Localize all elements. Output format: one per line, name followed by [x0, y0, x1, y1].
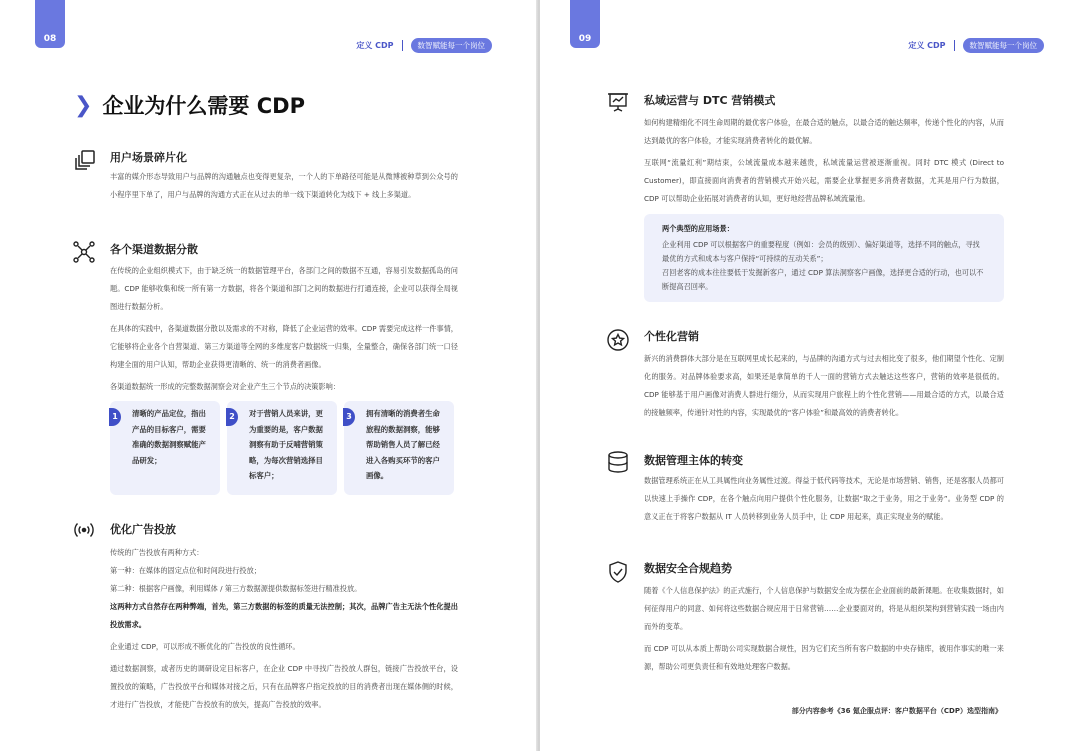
page-header	[908, 38, 1044, 53]
section-heading: 优化广告投放	[110, 523, 176, 536]
use-case-box	[644, 214, 1004, 302]
section-body: 新兴的消费群体大部分是在互联网里成长起来的，与品牌的沟通方式与过去相比变了很多，他们期望个性化、定制化的服务。对品牌体验要求高，如果还是拿简单的千人一面的营销方式去触达这些客户，营销的效率是很低的。CDP 能够基于用户画像对消费人群进行细分，从而实现用户旅程上的个性化营销——用最合适的方式，以最合适的接触频率，传递针对性的内容，实现最优的“客户体验”和最高效的消费者转化。	[644, 354, 1004, 417]
page-number-tab	[570, 0, 600, 48]
insight-card	[344, 401, 454, 495]
broadcast-icon	[72, 518, 96, 542]
box-text: 企业利用 CDP 可以根据客户的重要程度（例如：会员的级别）、偏好渠道等，选择不同的触点，寻找最优的方式和成本与客户保持“可持续的互动关系”；	[662, 240, 980, 263]
footer-reference: 部分内容参考《36 氪企服点评：客户数据平台（CDP）选型指南》	[791, 707, 1002, 715]
section-body: 丰富的媒介形态导致用户与品牌的沟通触点也变得更复杂，一个人的下单路径可能是从微博被种草到公众号的小程序里下单了，用户与品牌的沟通方式正在从过去的单一线下渠道转化为线下 + 线上多渠道。	[110, 172, 458, 199]
box-title: 两个典型的应用场景：	[662, 224, 734, 233]
card-text: 清晰的产品定位，指出产品的目标客户，需要准确的数据洞察赋能产品研发；	[132, 409, 206, 465]
header-title: 定义 CDP	[356, 41, 394, 50]
section-heading: 数据管理主体的转变	[644, 454, 743, 467]
page-header	[356, 38, 492, 53]
section-heading: 私域运营与 DTC 营销模式	[644, 94, 776, 107]
insight-card	[110, 401, 220, 495]
network-icon	[72, 240, 96, 264]
presentation-icon	[606, 90, 630, 114]
left-page	[0, 0, 538, 751]
card-text: 拥有清晰的消费者生命旅程的数据洞察，能够帮助销售人员了解已经进入各购买环节的客户画像。	[366, 409, 440, 480]
section-heading: 数据安全合规趋势	[644, 562, 732, 575]
section-body: 数据管理系统正在从工具属性向业务属性过渡。得益于低代码等技术，无论是市场营销、销售，还是客服人员都可以快速上手操作 CDP，在各个触点向用户提供个性化服务，让数据“取之于业务，用之于业务”。业务型 CDP 的意义正在于将客户数据从 IT 人员转移到业务人员手中，让 CDP 用起来，真正实现业务的赋能。	[644, 476, 1004, 521]
header-pill: 数智赋能每一个岗位	[963, 38, 1045, 53]
section-body: 如何构建精细化不同生命周期的最优客户体验，在最合适的触点，以最合适的触达频率，传递个性化的内容，从而达到最优的客户体验，才能实现消费者转化的最优解。 互联网“流量红利”期结束，公域流量成本越来越贵，私域流量运营被逐渐重视。同时 DTC 模式 (Direct to Customer)，即直接面向消费者的营销模式开始兴起，需要企业掌握更多消费者数据，尤其是用户行为数据，CDP 可以帮助企业拓展对消费者的认知，更好地经营品牌私域流量池。	[644, 118, 1004, 203]
shield-check-icon	[606, 560, 630, 584]
page-number: 08	[43, 34, 57, 44]
insight-card	[227, 401, 337, 495]
chevron-right-icon: ❯	[74, 92, 93, 118]
header-pill: 数智赋能每一个岗位	[411, 38, 493, 53]
page-number-tab	[35, 0, 65, 48]
section-body: 传统的广告投放有两种方式： 第一种：在媒体的固定点位和时间段进行投放； 第二种：根据客户画像，利用媒体 / 第三方数据源提供数据标签进行精准投放。 这两种方式自然存在两种弊端，首先，第三方数据的标签的质量无法控制；其次，品牌广告主无法个性化提出投放需求。 企业通过 CDP，可以形成不断优化的广告投放的良性循环。 通过数据洞察，或者历史的调研设定目标客户，在企业 CDP 中寻找广告投放人群包，链接广告投放平台，设置投放的策略，广告投放平台和媒体对接之后，只有在品牌客户指定投放的目的消费者出现在媒体侧的时候，才进行广告投放，才能使广告投放有的放矢，提高广告投放的效率。	[110, 548, 458, 709]
layers-icon	[74, 148, 98, 172]
page-title	[74, 90, 305, 120]
header-divider	[954, 40, 955, 51]
page-number: 09	[578, 34, 592, 44]
header-divider	[402, 40, 403, 51]
box-text: 召回老客的成本往往要低于发掘新客户，通过 CDP 算法洞察客户画像，选择更合适的行动，也可以不断提高召回率。	[662, 268, 984, 291]
star-badge-icon	[606, 328, 630, 352]
database-icon	[606, 450, 630, 474]
page-title-text: 企业为什么需要 CDP	[102, 94, 305, 118]
section-heading: 各个渠道数据分散	[110, 243, 198, 256]
header-title: 定义 CDP	[908, 41, 946, 50]
card-number: 1	[109, 408, 121, 426]
card-number: 2	[226, 408, 238, 426]
section-body: 随着《个人信息保护法》的正式施行，个人信息保护与数据安全成为摆在企业面前的最新课题。在收集数据时，如何征得用户的同意、如何将这些数据合规应用于日常营销……企业要面对的，将是从组织架构到营销实践一场由内而外的变革。 而 CDP 可以从本质上帮助公司实现数据合规性，因为它们充当所有客户数据的中央存储库，被用作事实的唯一来源，帮助公司更负责任和有效地处理客户数据。	[644, 586, 1004, 671]
card-number: 3	[343, 408, 355, 426]
section-heading: 个性化营销	[644, 330, 699, 343]
card-text: 对于营销人员来讲，更为重要的是，客户数据洞察有助于反哺营销策略，为每次营销选择目标客户；	[249, 409, 323, 480]
section-body: 在传统的企业组织模式下，由于缺乏统一的数据管理平台，各部门之间的数据不互通，容易引发数据孤岛的问题。CDP 能够收集和统一所有第一方数据，将各个渠道和部门之间的数据进行打通连接，企业可以获得全局视图进行数据分析。 在具体的实践中，各渠道数据分散以及需求的不对称，降低了企业运营的效率。CDP 需要完成这样一件事情，它能够将企业各个自营渠道、第三方渠道等全网的多维度客户数据统一归集，全量整合，确保各部门统一口径构建全面的用户认知，帮助企业获得更清晰的、统一的消费者画像。 各渠道数据统一形成的完整数据洞察会对企业产生三个节点的决策影响：	[110, 266, 458, 391]
section-heading: 用户场景碎片化	[110, 151, 187, 164]
